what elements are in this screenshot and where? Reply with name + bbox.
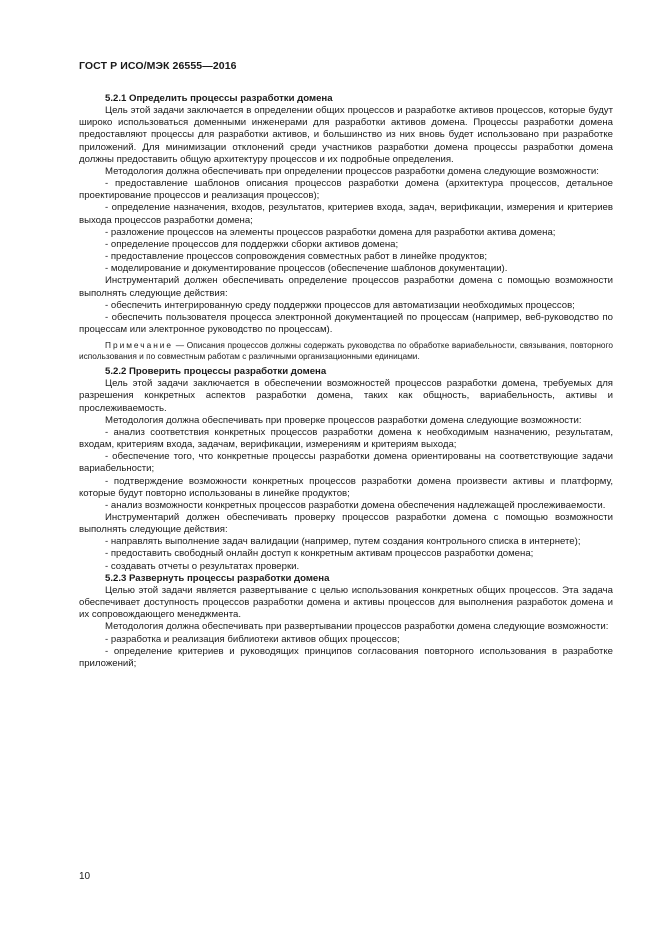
list-item: - подтверждение возможности конкретных процессов разработки домена произвести активы и платформу, которые будут повторно использованы в линейке продуктов;	[79, 475, 613, 499]
section-heading: 5.2.3 Развернуть процессы разработки домена	[105, 572, 330, 584]
list-item: - предоставление процессов сопровождения совместных работ в линейке продуктов;	[105, 251, 488, 263]
page-number: 10	[79, 871, 91, 882]
document-header: ГОСТ Р ИСО/МЭК 26555—2016	[79, 60, 237, 72]
list-item: - анализ возможности конкретных процессов разработки домена обеспечения надлежащей прослеживаемости.	[105, 499, 606, 511]
list-item: - определение назначения, входов, результатов, критериев входа, задач, верификации, измерения и критериев выхода процессов разработки домена;	[79, 202, 613, 226]
section-heading: 5.2.1 Определить процессы разработки домена	[105, 93, 333, 104]
list-item: - разработка и реализация библиотеки активов общих процессов;	[105, 633, 400, 645]
list-item: - разложение процессов на элементы процессов разработки домена для разработки актива домена;	[105, 226, 556, 238]
paragraph: Методология должна обеспечивать при проверке процессов разработки домена следующие возможности:	[105, 414, 582, 426]
document-body	[79, 93, 613, 670]
list-item: - обеспечить пользователя процесса электронной документацией по процессам (например, веб-руководство по процессам или электронное руководство по процессам).	[79, 311, 613, 335]
list-item: - обеспечить интегрированную среду поддержки процессов для автоматизации необходимых процессов;	[105, 299, 575, 311]
list-item: - предоставить свободный онлайн доступ к конкретным активам процессов разработки домена;	[105, 548, 534, 560]
list-item: - создавать отчеты о результатах проверки.	[105, 560, 300, 572]
note-text: — Описания процессов должны содержать руководства по обработке вариабельности, связывания, повторного использования и по совместным работам с различными организационными единицами.	[79, 340, 613, 362]
list-item: - моделирование и документирование процессов (обеспечение шаблонов документации).	[105, 263, 508, 275]
list-item: - анализ соответствия конкретных процессов разработки домена к необходимым назначению, результатам, входам, критериям входа, задачам, верификации, измерениям и критериям выхода;	[79, 426, 613, 451]
paragraph: Цель этой задачи заключается в обеспечении возможностей процессов разработки домена, требуемых для разрешения конкретных аспектов разработки домена, таких как общность, вариабельность, активы и прослеживаемость.	[79, 378, 613, 414]
list-item: - обеспечение того, что конкретные процессы разработки домена ориентированы на соответствующие задачи вариабельности;	[79, 451, 613, 475]
list-item: - определение критериев и руководящих принципов согласования повторного использования в разработке приложений;	[79, 645, 613, 669]
paragraph: Инструментарий должен обеспечивать определение процессов разработки домена с помощью возможности выполнять следующие действия:	[79, 275, 613, 299]
paragraph: Методология должна обеспечивать при развертывании процессов разработки домена следующие возможности:	[105, 621, 609, 633]
paragraph: Методология должна обеспечивать при определении процессов разработки домена следующие возможности:	[105, 165, 599, 177]
note-label: Примечание	[105, 340, 174, 351]
list-item: - направлять выполнение задач валидации (например, путем создания контрольного списка в интернете);	[105, 536, 581, 548]
paragraph: Цель этой задачи заключается в определении общих процессов и разработке активов процессов, которые будут широко использоваться доменными инженерами для разработки активов домена. Процессы разработки домена предоставляют процессы для разработки активов, и большинство из них вновь будет использовано при разработке приложений. Для минимизации отклонений среди участников разработки домена процессы разработки домена должны предоставить общую архитектуру процессов и их подробные определения.	[79, 105, 613, 165]
list-item: - предоставление шаблонов описания процессов разработки домена (архитектура процессов, детальное проектирование процессов и реализация процессов);	[79, 178, 613, 202]
list-item: - определение процессов для поддержки сборки активов домена;	[105, 238, 399, 250]
paragraph: Целью этой задачи является развертывание с целью использования конкретных общих процессов. Эта задача обеспечивает доступность процессов разработки домена и активы процессов для выполнения разработок домена и их сопровождающего менеджмента.	[79, 584, 613, 621]
note	[79, 340, 613, 362]
paragraph: Инструментарий должен обеспечивать проверку процессов разработки домена с помощью возможности выполнять следующие действия:	[79, 512, 613, 536]
section-heading: 5.2.2 Проверить процессы разработки домена	[105, 366, 327, 378]
